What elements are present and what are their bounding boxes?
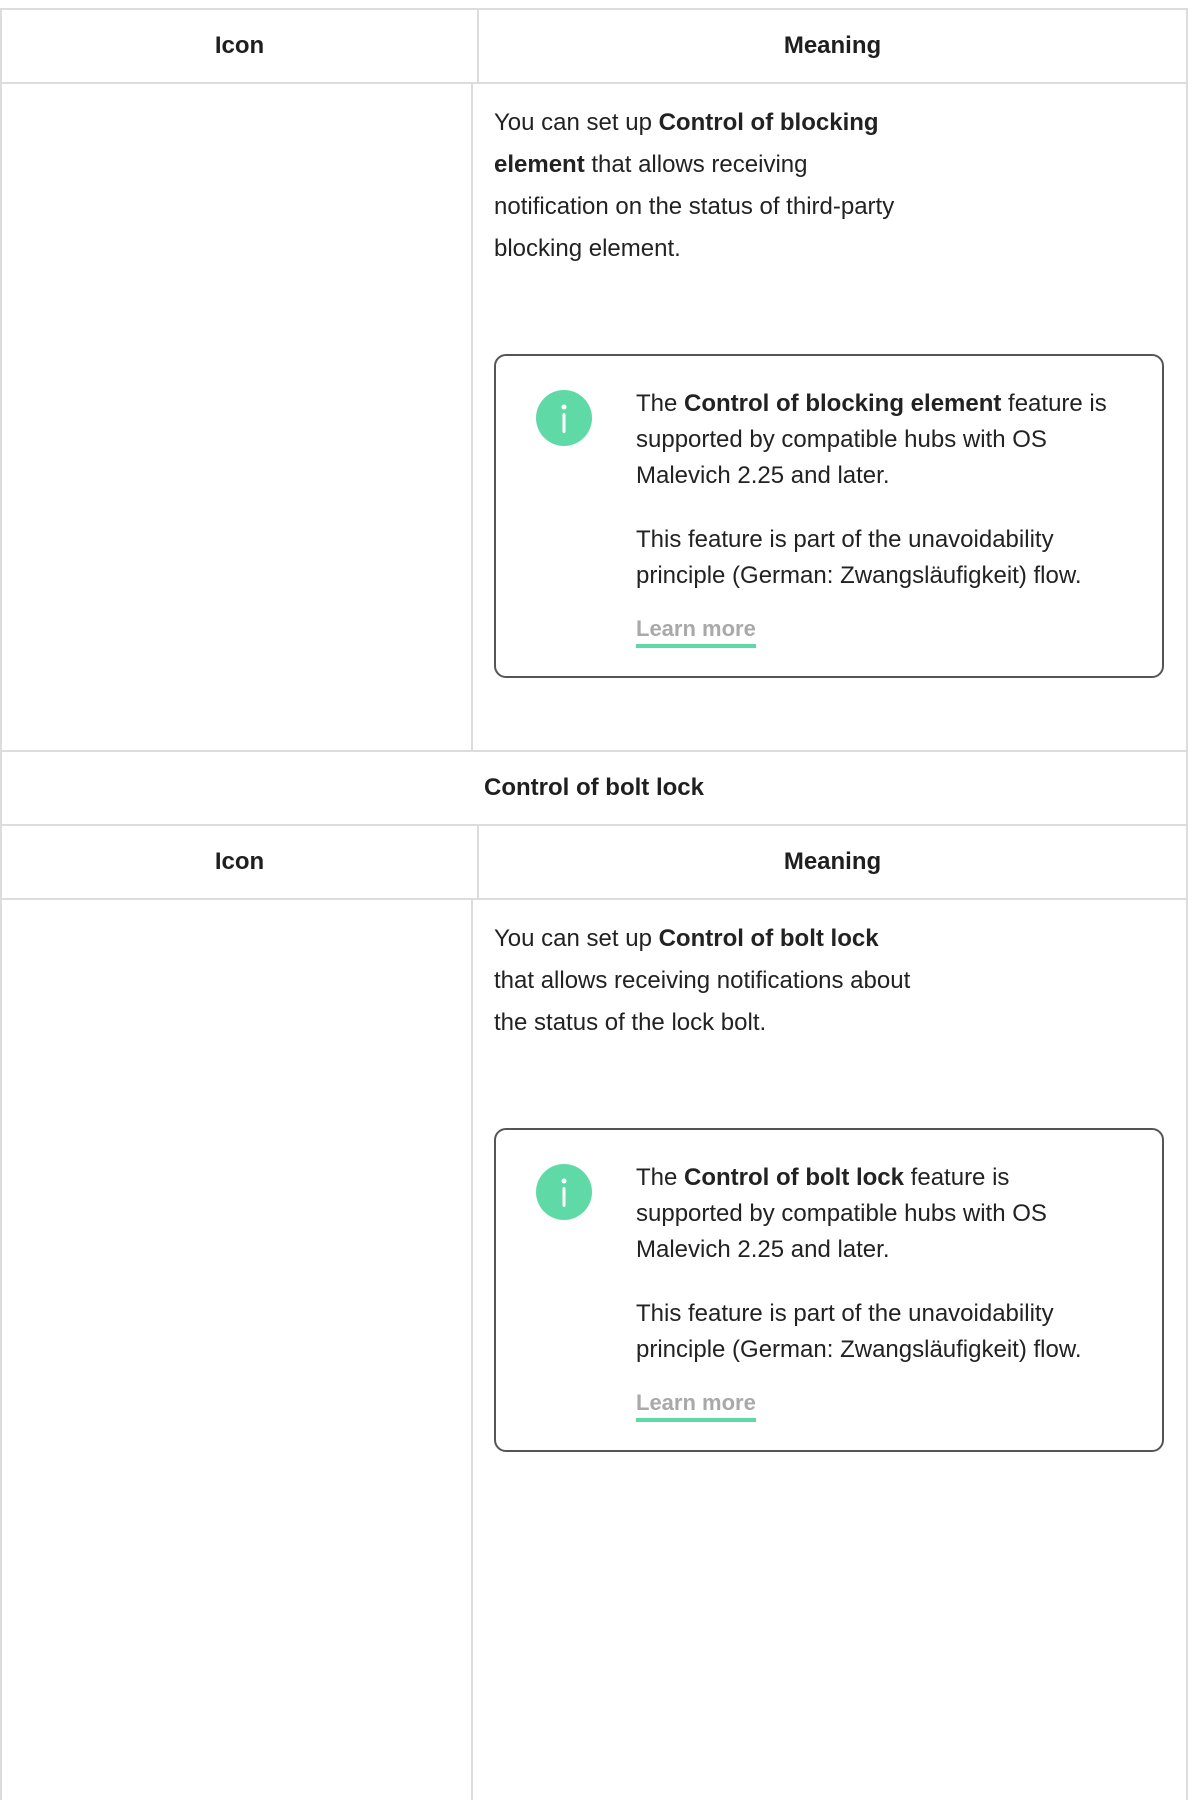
learn-more-link[interactable]: Learn more <box>636 616 756 648</box>
header-meaning-column: Meaning <box>783 848 882 875</box>
meaning-cell <box>473 84 1186 750</box>
header-icon-column: Icon <box>2 826 479 898</box>
feature-name: Control of blocking element <box>494 109 879 178</box>
info-icon <box>536 390 592 446</box>
note-support-text: The Control of bolt lock feature is supported by compatible hubs with OS Malevich 2.25 and later. <box>636 1164 1047 1263</box>
info-note <box>494 1128 1164 1452</box>
table-header-row <box>2 10 1186 84</box>
header-meaning-column: Meaning <box>783 32 882 59</box>
table-row <box>2 84 1186 752</box>
note-principle-text: This feature is part of the unavoidability principle (German: Zwangsläufigkeit) flow. <box>636 526 1082 589</box>
row-description: You can set up Control of bolt lock that allows receiving notifications about the status of the lock bolt. <box>494 925 911 1036</box>
table-row <box>2 900 1186 1800</box>
table-header-row <box>2 826 1186 900</box>
info-icon <box>536 1164 592 1220</box>
info-note <box>494 354 1164 678</box>
meaning-cell <box>473 900 1186 1800</box>
section-title: Control of bolt lock <box>2 752 1186 826</box>
note-principle-text: This feature is part of the unavoidability principle (German: Zwangsläufigkeit) flow. <box>636 1300 1082 1363</box>
row-description: You can set up Control of blocking element that allows receiving notification on the status of third-party blocking element. <box>494 109 895 262</box>
note-support-text: The Control of blocking element feature is supported by compatible hubs with OS Malevich 2.25 and later. <box>636 390 1107 489</box>
header-icon-column: Icon <box>2 10 479 82</box>
learn-more-link[interactable]: Learn more <box>636 1390 756 1422</box>
icon-cell <box>2 900 473 1800</box>
icons-table <box>0 8 1188 1800</box>
feature-name: Control of bolt lock <box>658 925 879 952</box>
icon-cell <box>2 84 473 750</box>
